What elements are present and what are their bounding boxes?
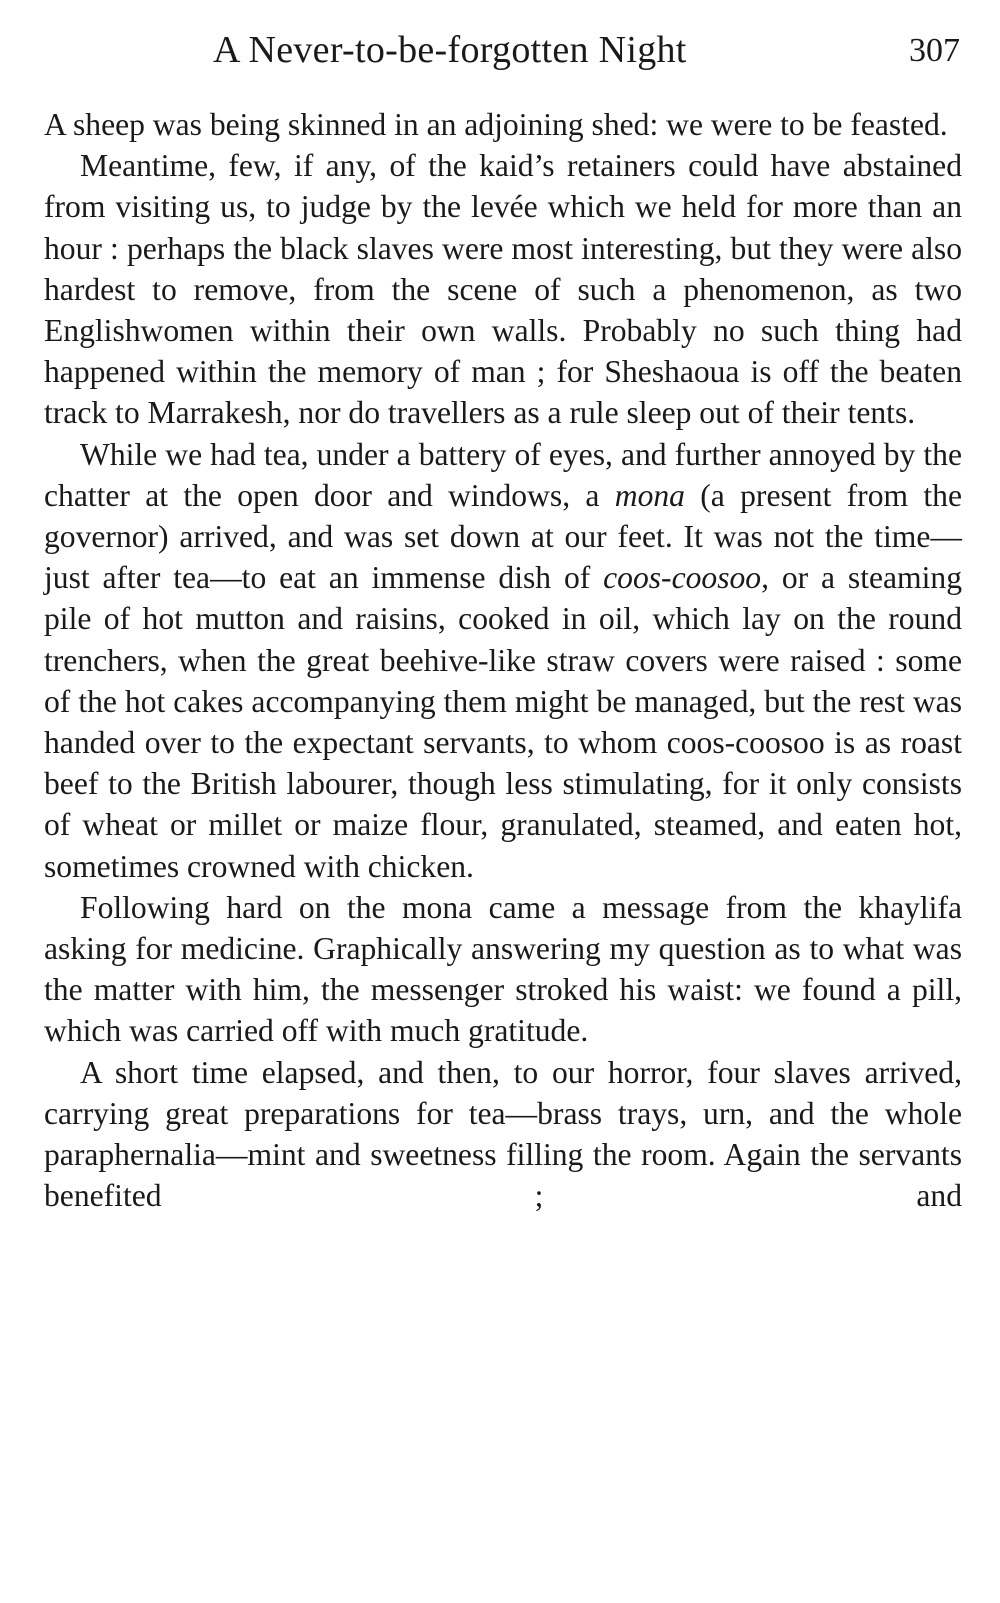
paragraph-3-part-c: or a steaming pile of hot mutton and raisins, cooked in oil, which lay on the round trenchers, when the great beehive-like straw covers were raised : some of the hot cakes accompanying them might be managed, but the rest was handed over to the expectant servants, to whom coos-coosoo is as roast beef to the British labourer, though less stimulating, for it only consists of wheat or millet or maize flour, granulated, steamed, and eaten hot, sometimes crowned with chicken.	[44, 560, 962, 884]
paragraph-5: A short time elapsed, and then, to our horror, four slaves arrived, carrying great preparations for tea—brass trays, urn, and the whole paraphernalia—mint and sweetness filling the room. Again the servants benefited ; and	[44, 1054, 962, 1214]
italic-term-mona: mona	[614, 477, 685, 513]
paragraph-3	[44, 434, 962, 887]
paragraph-2: Meantime, few, if any, of the kaid’s retainers could have abstained from visiting us, to judge by the levée which we held for more than an hour : perhaps the black slaves were most interesting, but they were also hardest to remove, from the scene of such a phenomenon, as two Englishwomen within their own walls. Probably no such thing had happened within the memory of man ; for Sheshaoua is off the beaten track to Marrakesh, nor do travellers as a rule sleep out of their tents.	[44, 148, 962, 431]
body-text	[44, 104, 962, 1216]
italic-term-coos-coosoo: coos-coosoo,	[603, 560, 769, 596]
paragraph-3-part-b: (a present from the governor) arrived, and was set down at our feet. It was not the time—just after tea—to eat an immense dish of	[44, 477, 962, 596]
paragraph-3-part-a: While we had tea, under a battery of eyes, and further annoyed by the chatter at the open door and windows, a	[44, 436, 962, 513]
running-title: A Never-to-be-forgotten Night	[213, 29, 687, 71]
paragraph-4: Following hard on the mona came a message from the khaylifa asking for medicine. Graphically answering my question as to what was the matter with him, the messenger stroked his waist: we found a pill, which was carried off with much gratitude.	[44, 889, 962, 1049]
page-header	[0, 22, 1000, 82]
paragraph-1: A sheep was being skinned in an adjoining shed: we were to be feasted.	[44, 107, 948, 142]
page-number: 307	[909, 32, 960, 69]
